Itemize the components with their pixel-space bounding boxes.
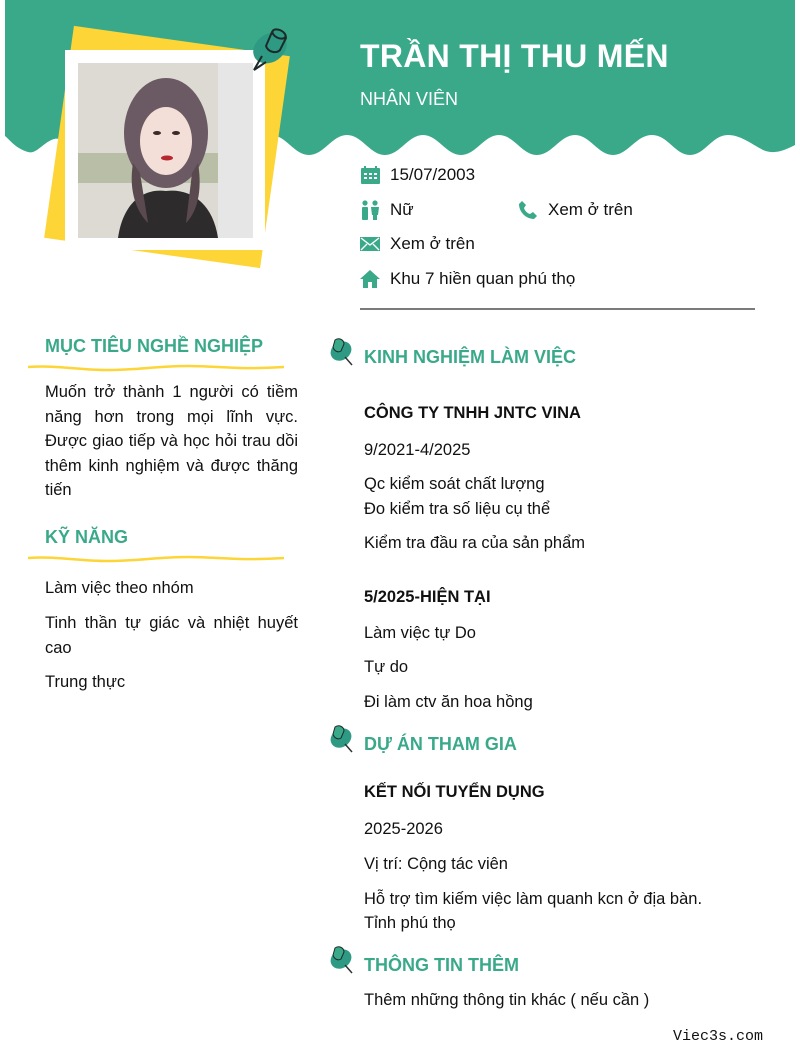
experience-period: 9/2021-4/2025 [364, 441, 471, 459]
contact-gender [360, 200, 414, 220]
contact-birthday [360, 165, 475, 185]
gender-icon [360, 200, 380, 220]
skill-item: Làm việc theo nhóm [45, 579, 194, 597]
email-value: Xem ở trên [390, 234, 475, 253]
projects-heading: DỰ ÁN THAM GIA [364, 734, 517, 754]
home-icon [360, 269, 380, 289]
photo-frame [65, 50, 265, 250]
skill-item: Trung thực [45, 673, 126, 691]
project-period: 2025-2026 [364, 820, 443, 838]
contact-divider [360, 308, 755, 310]
experience-line: Đo kiểm tra số liệu cụ thể [364, 500, 551, 518]
skills-heading: KỸ NĂNG [45, 527, 129, 547]
calendar-icon [360, 165, 380, 185]
contact-address [360, 269, 575, 289]
address-value: Khu 7 hiền quan phú thọ [390, 269, 576, 288]
job-title: NHÂN VIÊN [360, 89, 459, 109]
project-desc: Tỉnh phú thọ [364, 914, 456, 932]
gender-value: Nữ [390, 200, 414, 219]
additional-text: Thêm những thông tin khác ( nếu cần ) [364, 991, 650, 1009]
objective-text: Muốn trở thành 1 người có tiềm năng hơn trong mọi lĩnh vực. Được giao tiếp và học hỏi trau dồi thêm kinh nghiệm và được thăng tiến [45, 383, 298, 499]
experience-company: CÔNG TY TNHH JNTC VINA [364, 404, 581, 422]
additional-heading: THÔNG TIN THÊM [364, 955, 519, 975]
experience-company: 5/2025-HIỆN TẠI [364, 588, 491, 606]
experience-line: Làm việc tự Do [364, 624, 476, 642]
envelope-icon [360, 234, 380, 254]
project-name: KẾT NỐI TUYỂN DỤNG [364, 783, 545, 801]
experience-line: Đi làm ctv ăn hoa hồng [364, 693, 533, 711]
squiggle-divider [28, 363, 284, 373]
contact-email [360, 234, 475, 254]
experience-heading: KINH NGHIỆM LÀM VIỆC [364, 347, 577, 367]
experience-line: Kiểm tra đầu ra của sản phẩm [364, 534, 586, 552]
objective-heading: MỤC TIÊU NGHỀ NGHIỆP [45, 336, 264, 356]
experience-line: Tự do [364, 658, 409, 676]
phone-icon [518, 200, 538, 220]
pushpin-icon [328, 724, 356, 754]
squiggle-divider [28, 554, 284, 564]
pushpin-icon [248, 24, 294, 74]
watermark: Viec3s.com [673, 1028, 764, 1045]
skill-item: Tinh thần tự giác và nhiệt huyết cao [45, 614, 298, 657]
pushpin-icon [328, 945, 356, 975]
phone-value: Xem ở trên [548, 200, 633, 219]
project-role: Vị trí: Cộng tác viên [364, 855, 508, 873]
experience-line: Qc kiểm soát chất lượng [364, 475, 545, 493]
candidate-name: TRẦN THỊ THU MẾN [360, 38, 669, 74]
project-desc: Hỗ trợ tìm kiếm việc làm quanh kcn ở địa bàn. [364, 890, 703, 908]
avatar [78, 63, 253, 238]
birthday-value: 15/07/2003 [390, 165, 476, 184]
contact-phone [518, 200, 633, 220]
pushpin-icon [328, 337, 356, 367]
